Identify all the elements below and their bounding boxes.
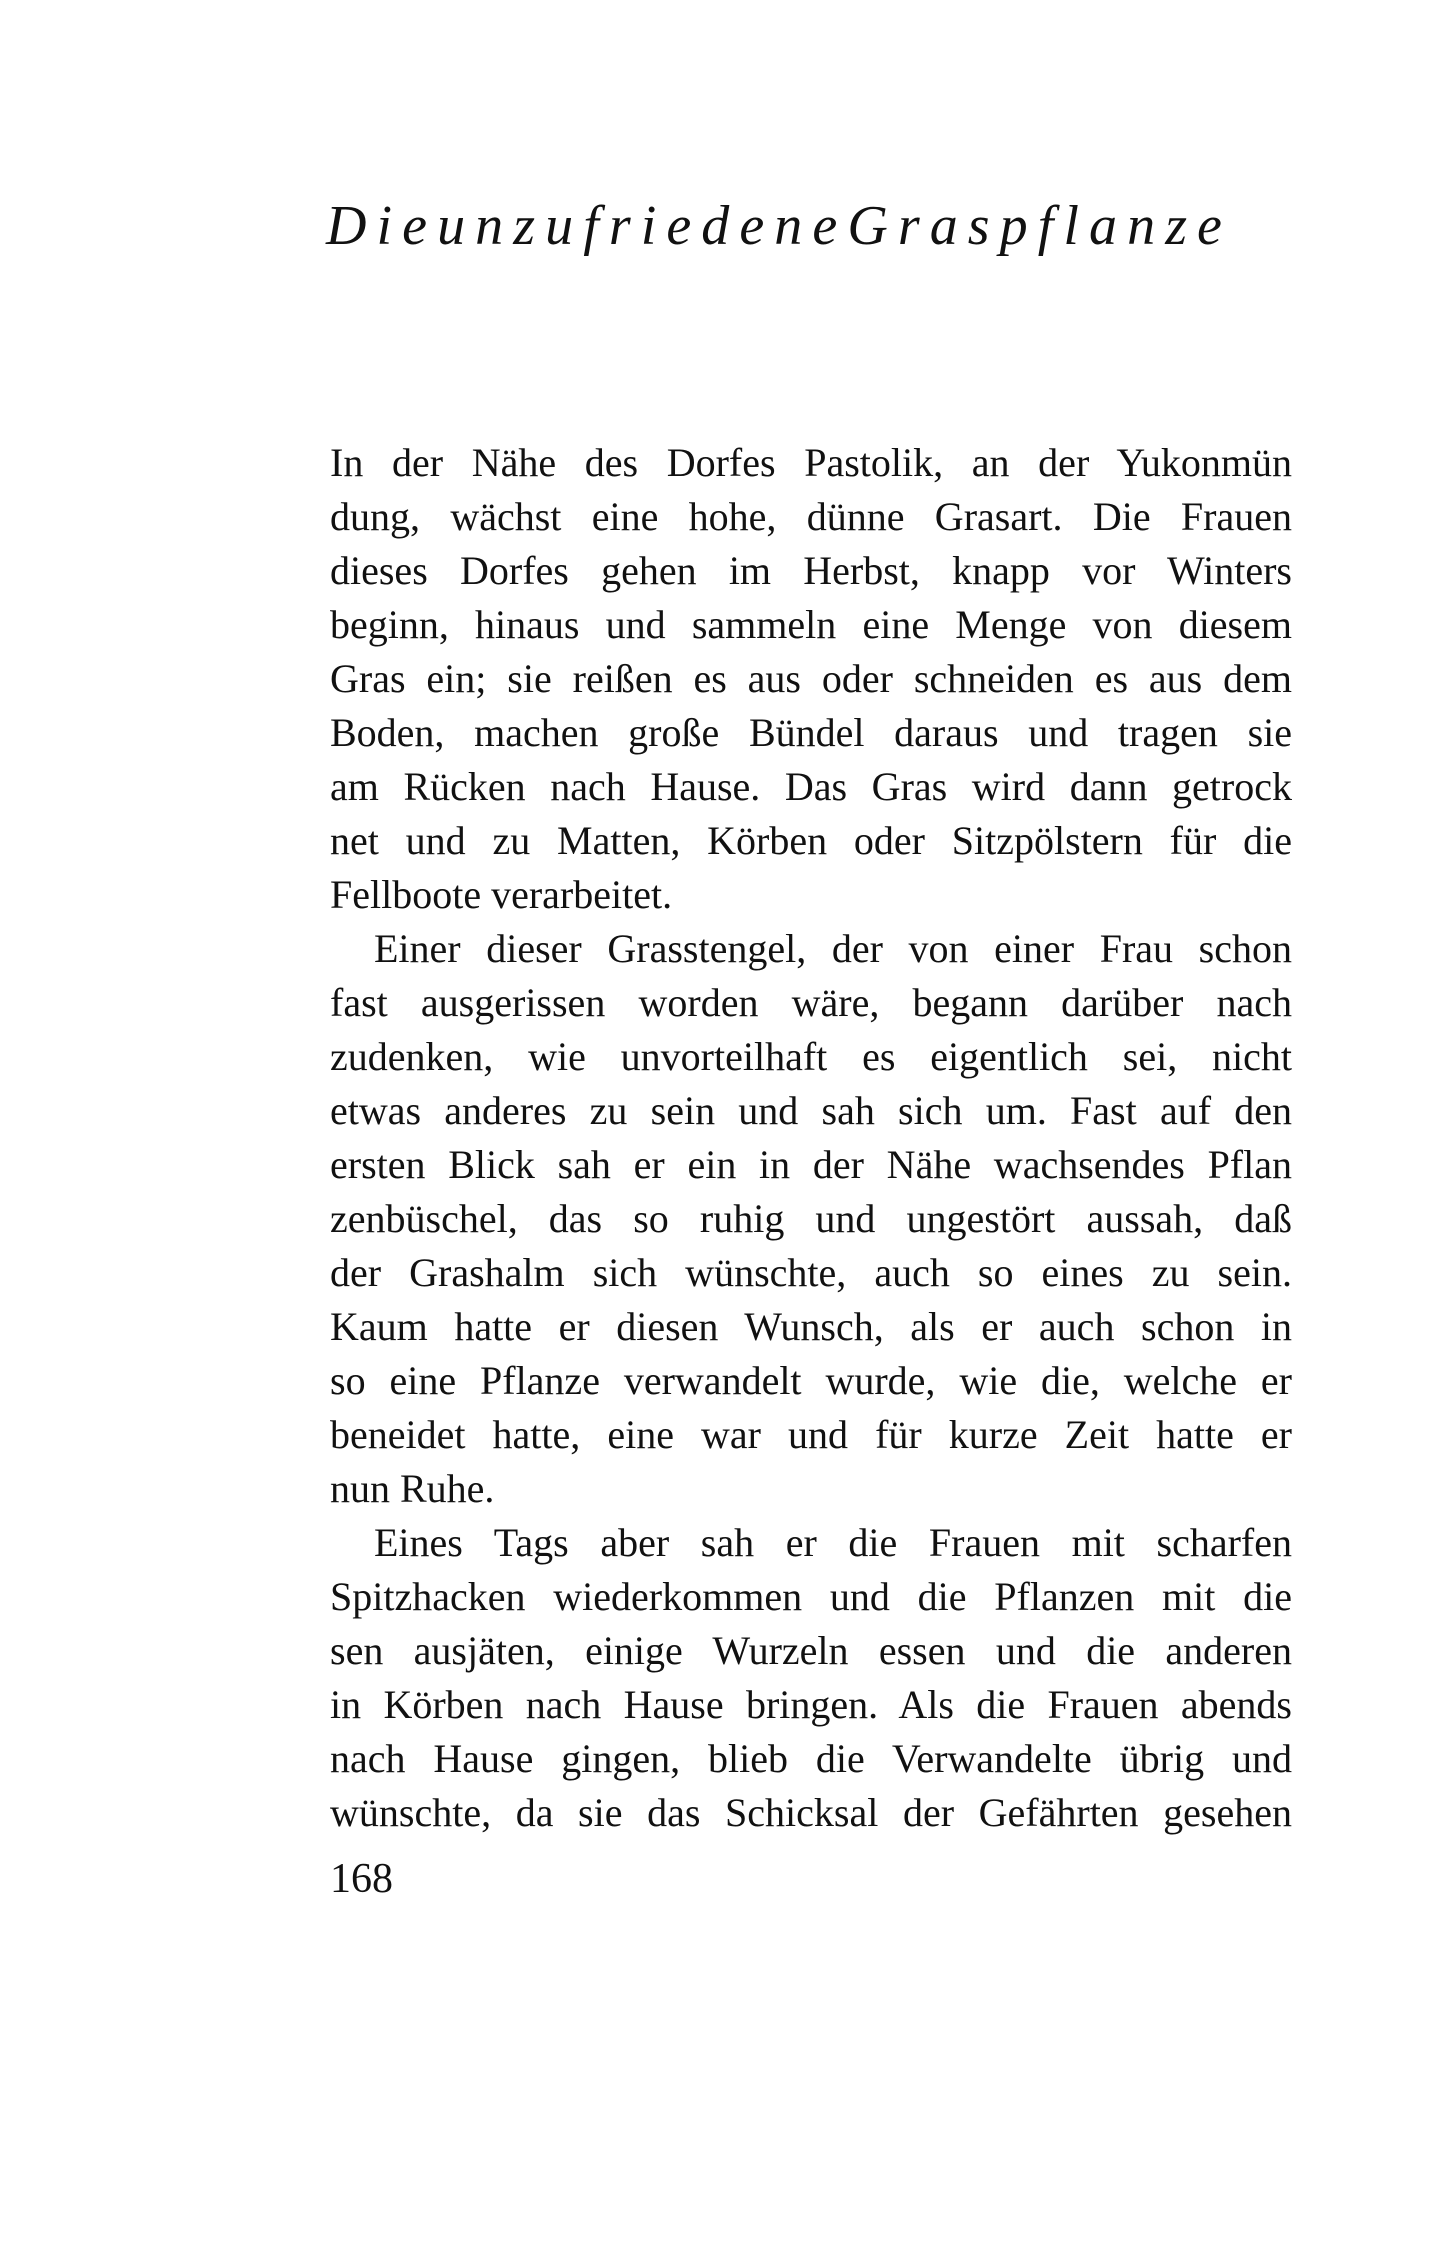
text-line: Einer dieser Grasstengel, der von einer Frau schon <box>374 926 1292 971</box>
text-line: so eine Pflanze verwandelt wurde, wie die, welche er <box>330 1358 1292 1403</box>
text-line: nach Hause gingen, blieb die Verwandelte übrig und <box>330 1736 1292 1781</box>
story-text <box>330 436 1292 1840</box>
text-line: zudenken, wie unvorteilhaft es eigentlich sei, nicht <box>330 1034 1292 1079</box>
text-line: net und zu Matten, Körben oder Sitzpölstern für die <box>330 818 1292 863</box>
text-line: zenbüschel, das so ruhig und ungestört aussah, daß <box>330 1196 1292 1241</box>
text-line: Spitzhacken wiederkommen und die Pflanzen mit die <box>330 1574 1292 1619</box>
text-line: etwas anderes zu sein und sah sich um. Fast auf den <box>330 1088 1292 1133</box>
text-line: fast ausgerissen worden wäre, begann darüber nach <box>330 980 1292 1025</box>
page-title: DieunzufriedeneGraspflanze <box>326 195 1232 257</box>
text-line: am Rücken nach Hause. Das Gras wird dann getrock <box>330 764 1292 809</box>
text-line: sen ausjäten, einige Wurzeln essen und die anderen <box>330 1628 1292 1673</box>
page-number: 168 <box>330 1856 393 1902</box>
text-line: ersten Blick sah er ein in der Nähe wachsendes Pflan <box>330 1142 1292 1187</box>
text-line: dung, wächst eine hohe, dünne Grasart. Die Frauen <box>330 494 1292 539</box>
text-line: Boden, machen große Bündel daraus und tragen sie <box>330 710 1292 755</box>
text-line: nun Ruhe. <box>330 1466 495 1511</box>
text-line: beneidet hatte, eine war und für kurze Zeit hatte er <box>330 1412 1292 1457</box>
text-line: der Grashalm sich wünschte, auch so eines zu sein. <box>330 1250 1292 1295</box>
text-line: beginn, hinaus und sammeln eine Menge von diesem <box>330 602 1292 647</box>
text-line: Fellboote verarbeitet. <box>330 872 673 917</box>
text-line: Eines Tags aber sah er die Frauen mit scharfen <box>374 1520 1292 1565</box>
text-line: dieses Dorfes gehen im Herbst, knapp vor Winters <box>330 548 1292 593</box>
text-line: In der Nähe des Dorfes Pastolik, an der Yukonmün <box>330 440 1292 485</box>
text-line: Kaum hatte er diesen Wunsch, als er auch schon in <box>330 1304 1292 1349</box>
text-line: in Körben nach Hause bringen. Als die Frauen abends <box>330 1682 1292 1727</box>
text-line: wünschte, da sie das Schicksal der Gefährten gesehen <box>330 1790 1292 1835</box>
text-line: Gras ein; sie reißen es aus oder schneiden es aus dem <box>330 656 1292 701</box>
